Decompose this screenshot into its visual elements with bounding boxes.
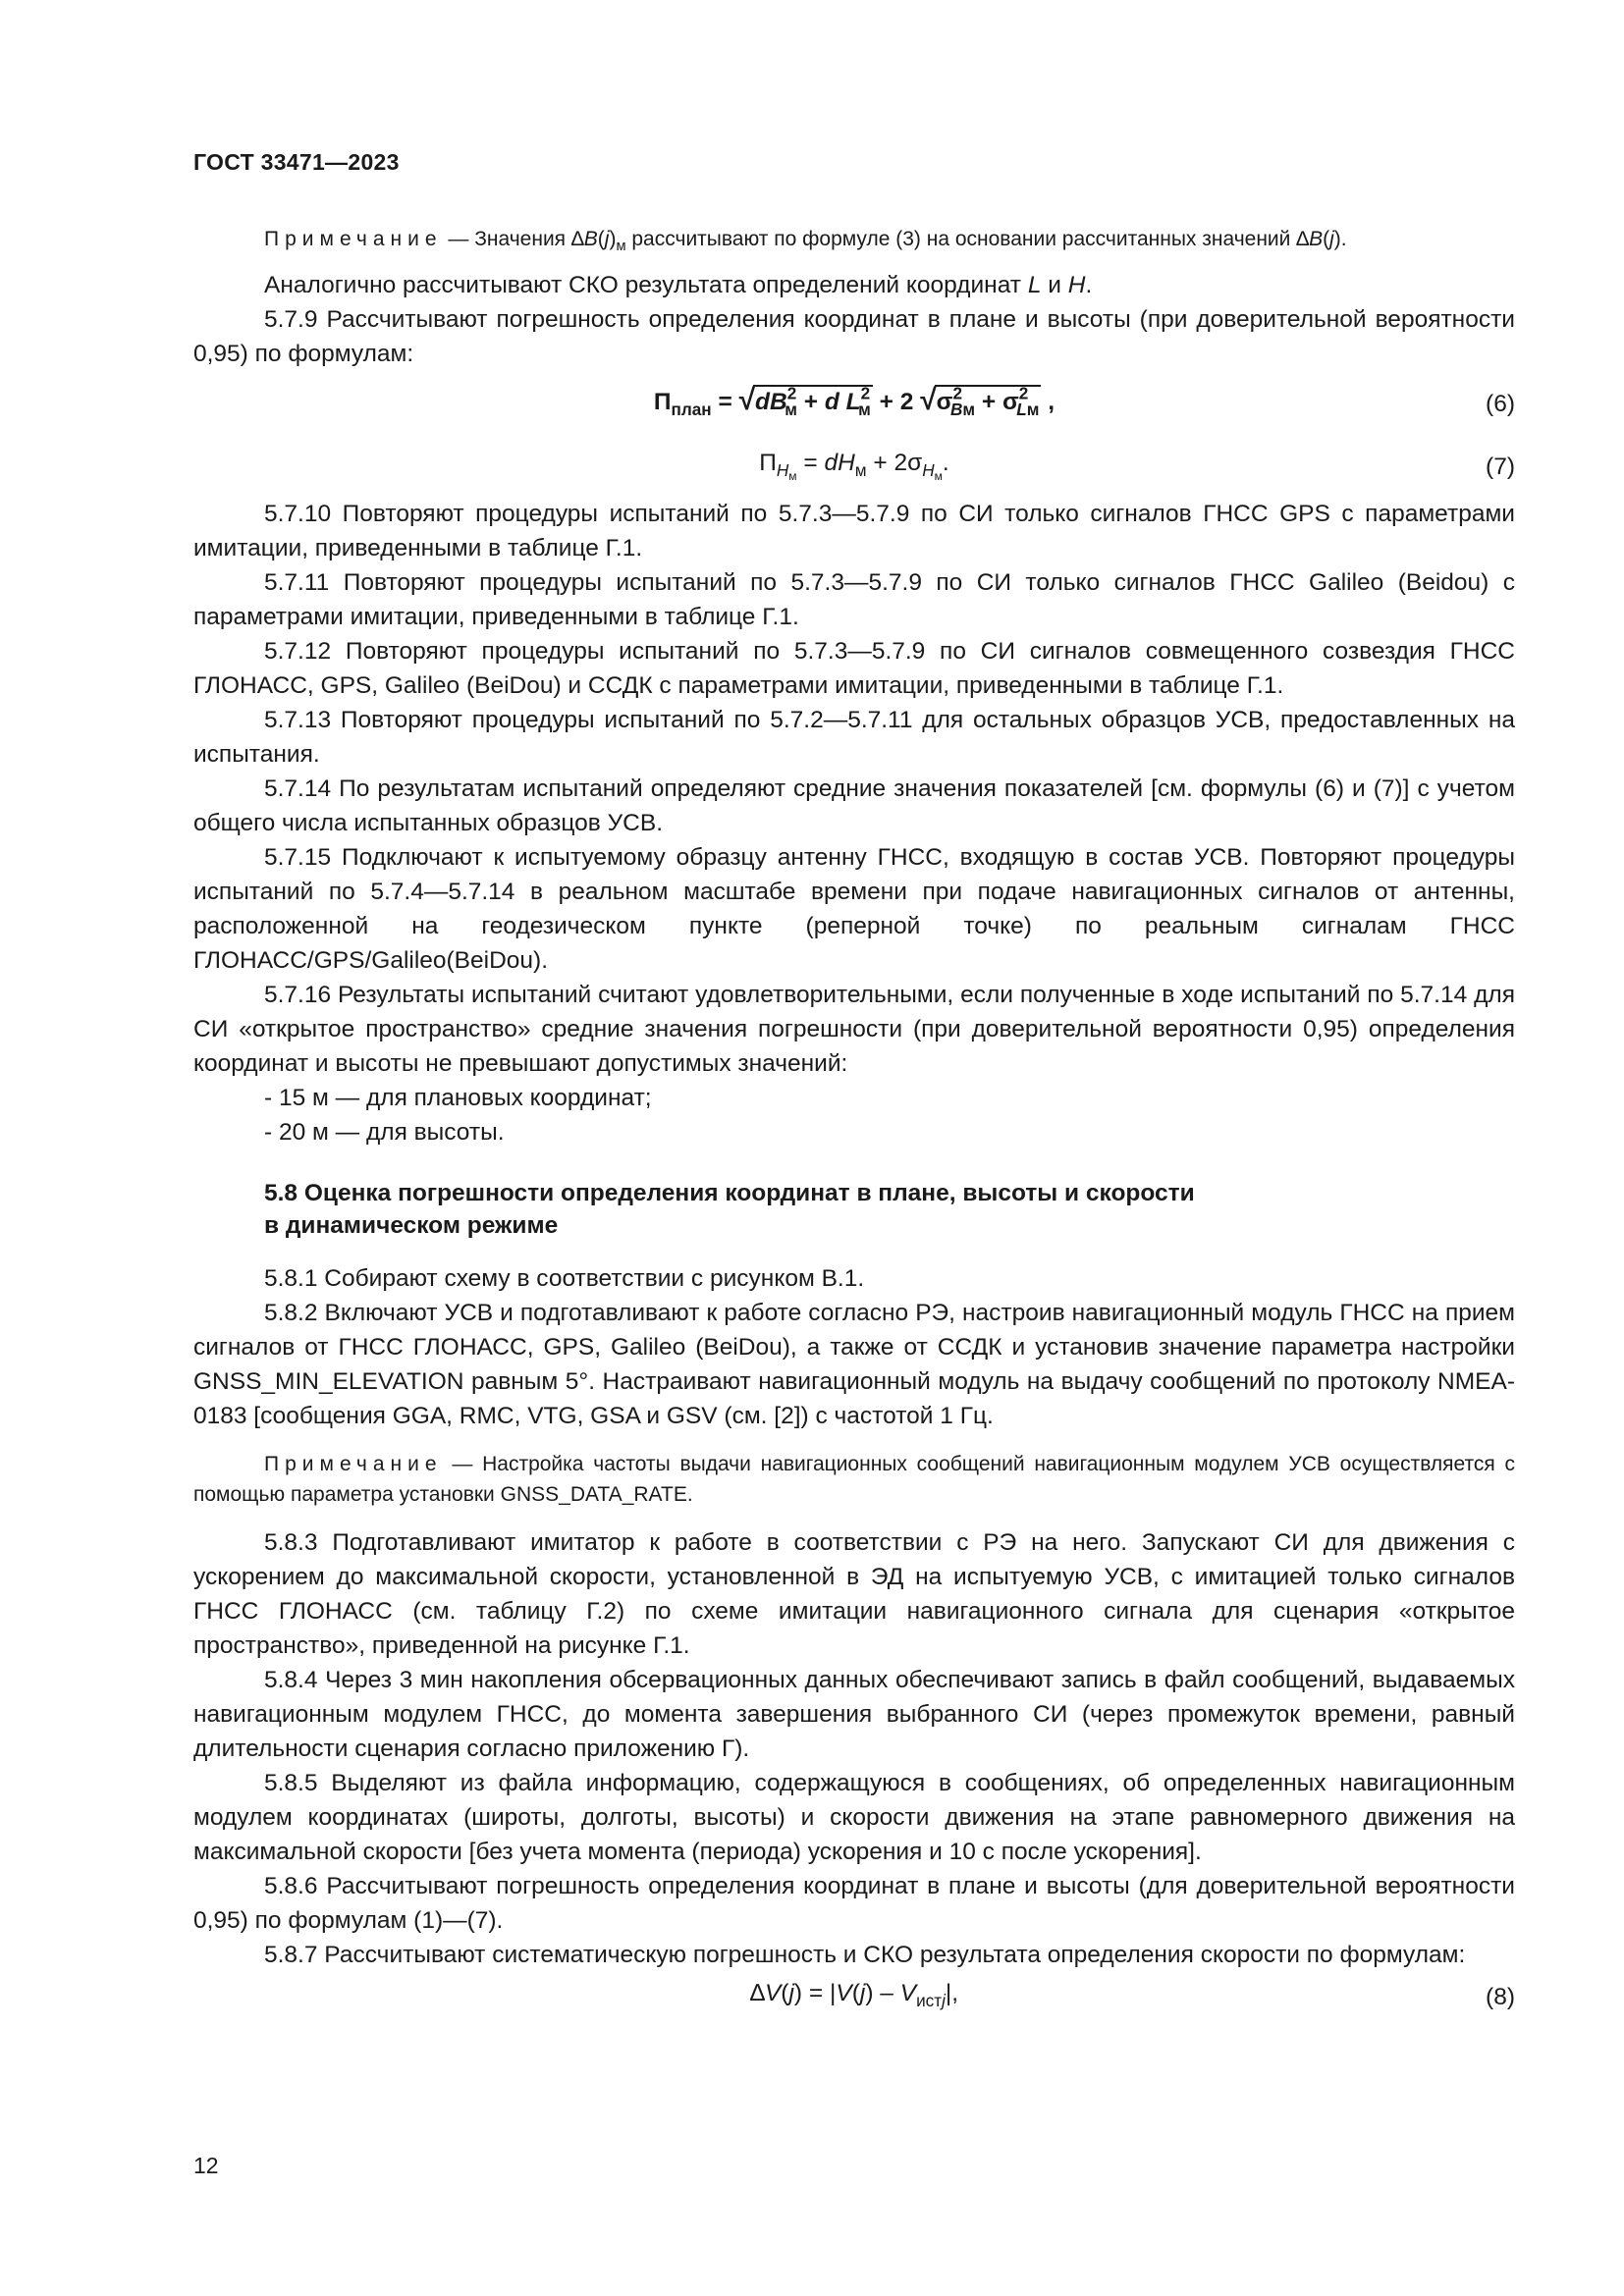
formula-7 [193, 446, 1515, 489]
paragraph-5-7-9: 5.7.9 Рассчитывают погрешность определения координат в плане и высоты (при доверительной вероятности 0,95) по формулам: [193, 306, 1515, 367]
formula-8-expression: $\Delta V(j) = |V(j) - V_{истj}|$, [749, 1980, 959, 2010]
paragraph-5-7-11: 5.7.11 Повторяют процедуры испытаний по 5.7.3—5.7.9 по СИ только сигналов ГНСС Galileo (Beidou) с параметрами имитации, приведенными в таблице Г.1. [193, 569, 1515, 630]
list-item: - 15 м — для плановых координат; [264, 1085, 652, 1111]
note-1-tail: ∆B(j). [1296, 228, 1347, 250]
note-label: Примечание [264, 228, 443, 250]
formula-6-expression: $П_{план} = √dB^2_м + d$ $L^2_м + 2$ $√\sigma^2_{Bм} + \sigma^2_{Lм}$ , [653, 383, 1056, 419]
paragraph-5-7-13: 5.7.13 Повторяют процедуры испытаний по 5.7.2—5.7.11 для остальных образцов УСВ, предоставленных на испытания. [193, 707, 1515, 768]
section-heading-5-8: 5.8 Оценка погрешности определения координат в плане, высоты и скорости в динамическом режиме [264, 1180, 1195, 1239]
paragraph-5-7-16: 5.7.16 Результаты испытаний считают удовлетворительными, если полученные в ходе испытаний по 5.7.14 для СИ «открытое пространство» средние значения погрешности (при доверительной вероятности 0,95) определения координат и высоты не превышают допустимых значений: [193, 982, 1515, 1077]
paragraph-5-8-1: 5.8.1 Собирают схему в соответствии с рисунком В.1. [264, 1265, 865, 1292]
paragraph-analog: Аналогично рассчитывают СКО результата определений координат L и H. [264, 272, 1093, 298]
paragraph-5-8-7: 5.8.7 Рассчитывают систематическую погрешность и СКО результата определения скорости по формулам: [264, 1942, 1466, 1968]
document-header: ГОСТ 33471—2023 [193, 149, 400, 175]
list-item: - 20 м — для высоты. [264, 1119, 505, 1146]
paragraph-5-7-10: 5.7.10 Повторяют процедуры испытаний по 5.7.3—5.7.9 по СИ только сигналов ГНСС GPS с параметрами имитации, приведенными в таблице Г.1. [193, 501, 1515, 561]
formula-8-number: (8) [1486, 1984, 1515, 2010]
paragraph-5-8-3: 5.8.3 Подготавливают имитатор к работе в соответствии с РЭ на него. Запускают СИ для движения с ускорением до максимальной скорости, установленной в ЭД на испытуемую УСВ, с имитацией только сигналов ГНСС ГЛОНАСС (см. таблицу Г.2) по схеме имитации навигационного сигнала для сценария «открытое пространство», приведенной на рисунке Г.1. [193, 1529, 1515, 1659]
note-label: Примечание [264, 1453, 443, 1475]
paragraph-5-8-4: 5.8.4 Через 3 мин накопления обсервационных данных обеспечивают запись в файл сообщений, выдаваемых навигационным модулем ГНСС, до момента завершения выбранного СИ (через промежуток времени, равный длительности сценария согласно приложению Г). [193, 1667, 1515, 1762]
formula-7-number: (7) [1486, 454, 1515, 480]
formula-6 [193, 383, 1515, 434]
paragraph-5-8-6: 5.8.6 Рассчитывают погрешность определения координат в плане и высоты (для доверительной вероятности 0,95) по формулам (1)—(7). [193, 1873, 1515, 1934]
paragraph-5-8-2: 5.8.2 Включают УСВ и подготавливают к работе согласно РЭ, настроив навигационный модуль ГНСС на прием сигналов от ГНСС ГЛОНАСС, GPS, Galileo (BeiDou), а также от ССДК и установив значение параметра настройки GNSS_MIN_ELEVATION равным 5°. Настраивают навигационный модуль на выдачу сообщений по протоколу NMEA-0183 [сообщения GGA, RMC, VTG, GSA и GSV (см. [2]) с частотой 1 Гц. [193, 1300, 1515, 1429]
paragraph-5-7-14: 5.7.14 По результатам испытаний определяют средние значения показателей [см. формулы (6) и (7)] с учетом общего числа испытанных образцов УСВ. [193, 775, 1515, 836]
formula-6-number: (6) [1486, 391, 1515, 417]
page-number: 12 [193, 2153, 219, 2178]
note-1-delta-b: $\Delta B(j)_м$ [570, 228, 626, 255]
paragraph-5-7-15: 5.7.15 Подключают к испытуемому образцу антенну ГНСС, входящую в состав УСВ. Повторяют процедуры испытаний по 5.7.4—5.7.14 в реальном масштабе времени при подаче навигационных сигналов от антенны, расположенной на геодезическом пункте (реперной точке) по реальным сигналам ГНСС ГЛОНАСС/GPS/Galileo(BeiDou). [193, 844, 1515, 974]
paragraph-5-8-5: 5.8.5 Выделяют из файла информацию, содержащуюся в сообщениях, об определенных навигационным модулем координатах (широты, долготы, высоты) и скорости движения на этапе равномерного движения на максимальной скорости [без учета момента (периода) ускорения и 10 с после ускорения]. [193, 1770, 1515, 1865]
paragraph-5-7-12: 5.7.12 Повторяют процедуры испытаний по 5.7.3—5.7.9 по СИ сигналов совмещенного созвездия ГНСС ГЛОНАСС, GPS, Galileo (BeiDou) и ССДК с параметрами имитации, приведенными в таблице Г.1. [193, 638, 1515, 699]
note-1: Примечание — Значения $\Delta B(j)_м$ рассчитывают по формуле (3) на основании рассчитанных значений ∆B(j). [264, 228, 1347, 255]
note-2: Примечание — Настройка частоты выдачи навигационных сообщений навигационным модулем УСВ осуществляется с помощью параметра установки GNSS_DATA_RATE. [193, 1453, 1515, 1506]
formula-7-expression: $П_{H_м} = dH_м + 2\sigma_{H_м}$. [759, 450, 949, 484]
formula-8 [193, 1976, 1515, 2015]
document-body [193, 224, 1515, 2023]
